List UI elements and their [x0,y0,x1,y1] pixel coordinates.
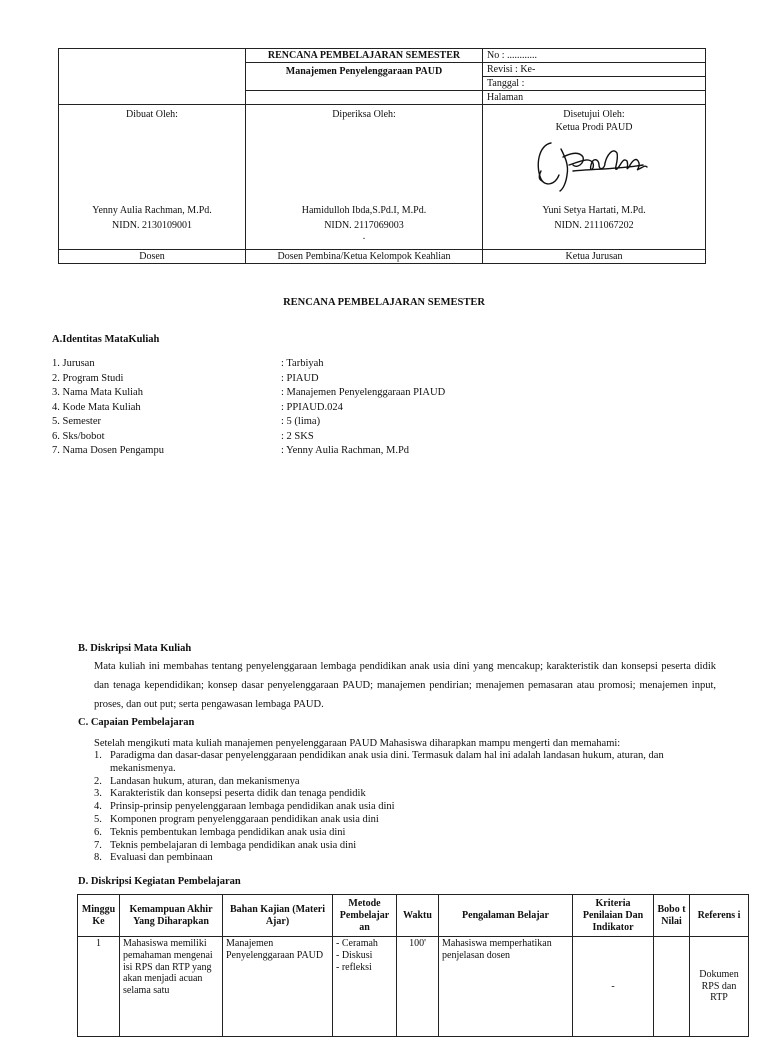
identity-label: 2. Program Studi [52,372,124,384]
doc-title-cell: RENCANA PEMBELAJARAN SEMESTER [246,49,483,63]
cell-method [333,937,397,1037]
identity-label: 1. Jurusan [52,358,95,369]
cell-weight [654,937,690,1037]
identity-row [52,444,552,459]
identity-value: : Yenny Aulia Rachman, M.Pd [281,445,410,456]
identity-label: 6. Sks/bobot [52,430,105,442]
checked-by-id: NIDN. 2117069003 [324,220,404,231]
doc-number: No : ............ [483,49,706,63]
approved-by-id: NIDN. 2111067202 [554,220,634,231]
identity-list [52,357,552,459]
checked-by-name: Hamidulloh Ibda,S.Pd.I, M.Pd. [301,205,427,216]
approved-by-name: Yuni Setya Hartati, M.Pd. [542,205,646,216]
made-by-role: Dibuat Oleh: [126,109,178,120]
checked-by-cell [246,105,483,250]
doc-page: Halaman [483,91,706,105]
col-experience: Pengalaman Belajar [439,895,573,937]
cell-time: 100' [397,937,439,1037]
col-method: Metode Pembelajar an [333,895,397,937]
header-table [58,48,706,264]
cell-material: Manajemen Penyelenggaraan PAUD [223,937,333,1037]
list-item: 7. Teknis pembelajaran di lembaga pendidikan anak usia dini [94,839,357,851]
doc-date: Tanggal : [483,77,706,91]
checked-by-footer: Dosen Pembina/Ketua Kelompok Keahlian [246,250,483,264]
cell-week: 1 [78,937,120,1037]
col-time: Waktu [397,895,439,937]
handwritten-signature [533,135,653,193]
col-weight: Bobo t Nilai [654,895,690,937]
identity-value: : Manajemen Penyelenggaraan PIAUD [281,387,446,398]
col-week: Minggu Ke [78,895,120,937]
cell-criteria: - [573,937,654,1037]
approved-by-role: Disetujui Oleh: [563,109,625,120]
identity-row [52,415,552,430]
made-by-cell [59,105,246,250]
identity-label: 3. Nama Mata Kuliah [52,387,143,398]
method-item: - refleksi [336,961,372,973]
table-header-row [78,895,749,937]
identity-row [52,430,552,445]
identity-value: : Tarbiyah [281,358,324,369]
identity-value: : PIAUD [281,372,319,384]
section-a-heading: A.Identitas MataKuliah [52,334,160,345]
course-description: Mata kuliah ini membahas tentang penyelenggaraan lembaga pendidikan anak usia dini yang mencakup; karakteristik dan konsepsi peserta didik dan tenaga kependidikan; konsep dasar penyelenggaraan PAUD; manajemen pendirian; menajemen pemasaran atau promosi; menajemen input, proses, dan out put; serta pengawasan lembaga PAUD. [94,661,716,710]
approved-by-role2: Ketua Prodi PAUD [555,122,633,133]
page-title: RENCANA PEMBELAJARAN SEMESTER [283,297,485,308]
identity-value: : 2 SKS [281,430,314,442]
checked-by-role: Diperiksa Oleh: [332,109,396,120]
section-b-heading: B. Diskripsi Mata Kuliah [78,643,192,654]
identity-label: 5. Semester [52,416,101,427]
section-c-heading: C. Capaian Pembelajaran [78,717,195,728]
list-item: 3. Karakteristik dan konsepsi peserta didik dan tenaga pendidik [94,788,366,800]
list-item: 2. Landasan hukum, aturan, dan mekanismenya [94,775,300,787]
list-item: 1. Paradigma dan dasar-dasar penyelenggaraan pendidikan anak usia dini. Termasuk dalam hal ini adalah landasan hukum, aturan, dan mekanismenya. [94,750,664,774]
checked-by-dot: . [362,231,366,242]
list-item: 8. Evaluasi dan pembinaan [94,852,213,864]
col-criteria: Kriteria Penilaian Dan Indikator [573,895,654,937]
logo-cell [59,49,246,105]
activity-table [77,894,749,1037]
made-by-id: NIDN. 2130109001 [112,220,192,231]
course-title-cell: Manajemen Penyelenggaraan PAUD [246,63,483,91]
col-ability: Kemampuan Akhir Yang Diharapkan [120,895,223,937]
outcomes-list [94,750,714,865]
list-item: 5. Komponen program penyelenggaraan pendidikan anak usia dini [94,813,379,825]
cell-ability: Mahasiswa memiliki pemahaman mengenai isi RPS dan RTP yang akan menjadi acuan selama satu [120,937,223,1037]
made-by-name: Yenny Aulia Rachman, M.Pd. [92,205,212,216]
approved-by-cell [483,105,706,250]
table-row [78,937,749,1037]
cell-experience: Mahasiswa memperhatikan penjelasan dosen [439,937,573,1037]
identity-label: 7. Nama Dosen Pengampu [52,445,164,456]
identity-row [52,386,552,401]
doc-revision: Revisi : Ke- [483,63,706,77]
section-d-heading: D. Diskripsi Kegiatan Pembelajaran [78,876,241,887]
outcomes-intro: Setelah mengikuti mata kuliah manajemen penyelenggaraan PAUD Mahasiswa diharapkan mampu mengerti dan memahami: [94,738,621,749]
made-by-footer: Dosen [59,250,246,264]
list-item: 4. Prinsip-prinsip penyelenggaraan lembaga pendidikan anak usia dini [94,801,395,813]
col-material: Bahan Kajian (Materi Ajar) [223,895,333,937]
identity-row [52,401,552,416]
identity-row [52,357,552,372]
cell-reference: Dokumen RPS dan RTP [690,937,749,1037]
identity-row [52,372,552,387]
list-item: 6. Teknis pembentukan lembaga pendidikan anak usia dini [94,826,346,838]
approved-by-footer: Ketua Jurusan [483,250,706,264]
method-item: - Diskusi [336,949,373,961]
col-reference: Referens i [690,895,749,937]
identity-label: 4. Kode Mata Kuliah [52,401,141,413]
identity-value: : 5 (lima) [281,416,321,427]
method-item: - Ceramah [336,938,378,949]
identity-value: : PPIAUD.024 [281,401,343,413]
